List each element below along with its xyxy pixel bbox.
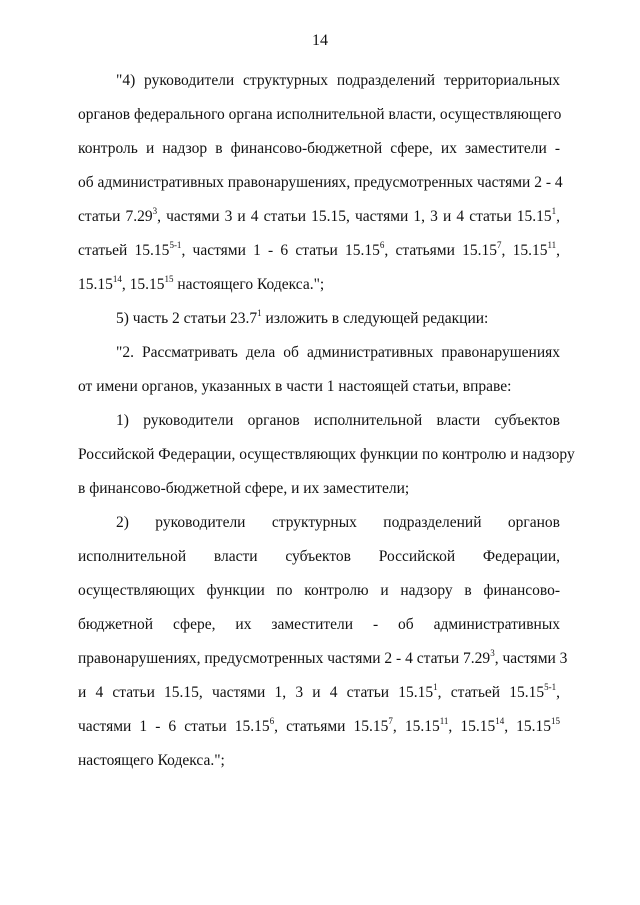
text-line [78, 574, 560, 608]
text-line [78, 438, 575, 472]
superscript: 5-1 [544, 681, 557, 692]
text-run: , [556, 208, 560, 225]
superscript: 11 [547, 239, 557, 250]
text-line [78, 98, 560, 132]
text-line [78, 132, 560, 166]
text-run: , статьями 15.15 [384, 242, 497, 259]
text-run: органов федерального органа исполнительной власти, осуществляющего [78, 106, 562, 123]
text-run: , 15.15 [504, 718, 552, 735]
text-line [78, 268, 560, 302]
document-body [78, 64, 575, 778]
text-run: правонарушениях, предусмотренных частями 2 - 4 статьи 7.29 [78, 650, 491, 667]
text-line [78, 166, 563, 200]
superscript: 6 [269, 715, 275, 726]
text-run: 1) руководители органов исполнительной власти субъектов [116, 412, 560, 429]
text-run: Российской Федерации, осуществляющих функции по контролю и надзору [78, 446, 575, 463]
superscript: 15 [164, 273, 174, 284]
text-line [78, 302, 560, 336]
text-line [78, 608, 560, 642]
text-line [78, 64, 560, 98]
text-run: настоящего Кодекса."; [173, 276, 325, 293]
text-line [78, 710, 560, 744]
text-run: об административных правонарушениях, предусмотренных частями 2 - 4 [78, 174, 563, 191]
text-run: от имени органов, указанных в части 1 настоящей статьи, вправе: [78, 378, 512, 395]
text-line [78, 234, 560, 268]
text-run: статьи 7.29 [78, 208, 153, 225]
superscript: 7 [497, 239, 502, 250]
text-run: в финансово-бюджетной сфере, и их заместители; [78, 480, 410, 497]
text-run: "4) руководители структурных подразделений территориальных [116, 72, 560, 89]
text-line [78, 200, 560, 234]
text-run: , статьями 15.15 [274, 718, 389, 735]
superscript: 1 [551, 205, 557, 216]
text-run: и 4 статьи 15.15, частями 1, 3 и 4 статьи 15.15 [78, 684, 434, 701]
text-run: исполнительной власти субъектов Российской Федерации, [78, 548, 560, 565]
superscript: 15 [551, 715, 561, 726]
superscript: 3 [490, 647, 495, 658]
text-line [78, 744, 560, 778]
superscript: 1 [257, 307, 262, 318]
text-run: контроль и надзор в финансово-бюджетной сфере, их заместители - [78, 140, 560, 157]
text-run: осуществляющих функции по контролю и надзору в финансово- [78, 582, 560, 599]
text-line [78, 540, 560, 574]
text-run: 15.15 [78, 276, 113, 293]
text-line [78, 404, 560, 438]
text-run: , [556, 684, 560, 701]
text-run: , 15.15 [501, 242, 548, 259]
text-run: , 15.15 [121, 276, 165, 293]
text-run: , частями 3 [494, 650, 568, 667]
text-run: статьей 15.15 [78, 242, 170, 259]
text-run: настоящего Кодекса."; [78, 752, 225, 769]
text-line [78, 472, 560, 506]
superscript: 11 [439, 715, 449, 726]
superscript: 6 [379, 239, 385, 250]
text-line [78, 506, 560, 540]
superscript: 7 [388, 715, 393, 726]
text-run: , частями 1 - 6 статьи 15.15 [181, 242, 380, 259]
superscript: 3 [152, 205, 158, 216]
text-run: , статьей 15.15 [437, 684, 545, 701]
superscript: 14 [495, 715, 505, 726]
text-run: , 15.15 [448, 718, 496, 735]
text-line [78, 642, 568, 676]
page-number: 14 [312, 32, 328, 49]
text-line [78, 676, 560, 710]
text-run: , 15.15 [392, 718, 440, 735]
text-line [78, 336, 560, 370]
text-run: , [556, 242, 561, 259]
text-run: , частями 3 и 4 статьи 15.15, частями 1, 3 и 4 статьи 15.15 [157, 208, 552, 225]
text-run: "2. Рассматривать дела об административных правонарушениях [116, 344, 560, 361]
text-run: изложить в следующей редакции: [261, 310, 489, 327]
superscript: 5-1 [169, 239, 182, 250]
text-run: 2) руководители структурных подразделений органов [116, 514, 560, 531]
text-line [78, 370, 560, 404]
text-run: 5) часть 2 статьи 23.7 [116, 310, 258, 327]
text-run: бюджетной сфере, их заместители - об административных [78, 616, 560, 633]
superscript: 1 [433, 681, 438, 692]
superscript: 14 [112, 273, 122, 284]
text-run: частями 1 - 6 статьи 15.15 [78, 718, 270, 735]
